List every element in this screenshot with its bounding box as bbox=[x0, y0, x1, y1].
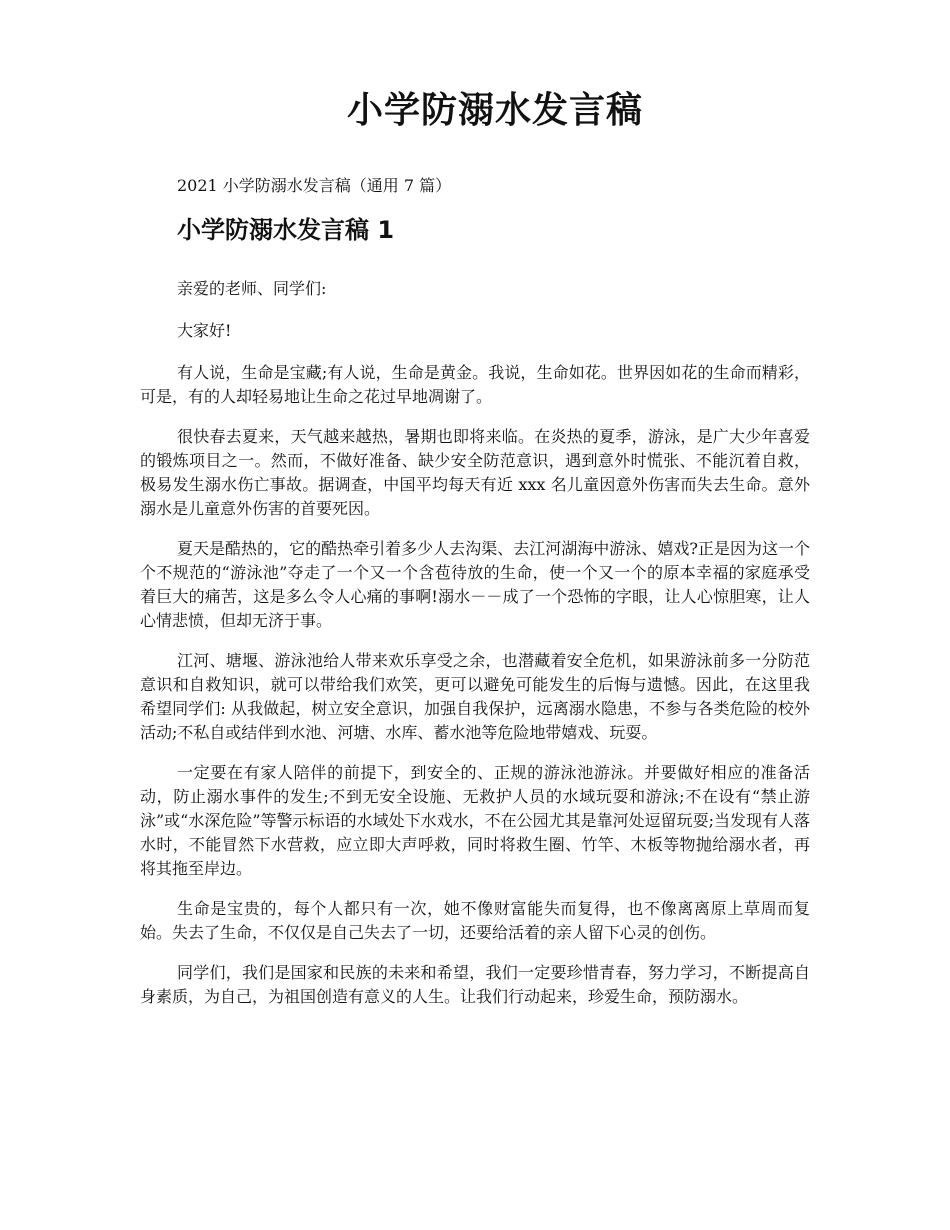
document-title: 小学防溺水发言稿 bbox=[346, 90, 643, 131]
paragraph: 有人说，生命是宝藏;有人说，生命是黄金。我说，生命如花。世界因如花的生命而精彩，可是，有的人却轻易地让生命之花过早地凋谢了。 bbox=[140, 363, 810, 406]
paragraph: 夏天是酷热的，它的酷热牵引着多少人去沟渠、去江河湖海中游泳、嬉戏?正是因为这一个个不规范的“游泳池”夺走了一个又一个含苞待放的生命，使一个又一个的原本幸福的家庭承受着巨大的痛苦，这是多么令人心痛的事啊!溺水－－成了一个恐怖的字眼，让人心惊胆寒，让人心情悲愤，但却无济于事。 bbox=[140, 539, 810, 630]
paragraph: 生命是宝贵的，每个人都只有一次，她不像财富能失而复得，也不像离离原上草周而复始。失去了生命，不仅仅是自己失去了一切，还要给活着的亲人留下心灵的创伤。 bbox=[140, 899, 810, 942]
paragraph: 很快春去夏来，天气越来越热，暑期也即将来临。在炎热的夏季，游泳，是广大少年喜爱的锻炼项目之一。然而，不做好准备、缺少安全防范意识，遇到意外时慌张、不能沉着自救，极易发生溺水伤亡事故。据调查，中国平均每天有近 xxx 名儿童因意外伤害而失去生命。意外溺水是儿童意外伤害的首要死因。 bbox=[140, 427, 810, 518]
document-subtitle: 2021 小学防溺水发言稿（通用 7 篇） bbox=[177, 176, 452, 195]
document-body bbox=[140, 277, 810, 1025]
paragraph: 一定要在有家人陪伴的前提下，到安全的、正规的游泳池游泳。并要做好相应的准备活动，防止溺水事件的发生;不到无安全设施、无救护人员的水域玩耍和游泳;不在设有“禁止游泳”或“水深危险”等警示标语的水域处下水戏水，不在公园尤其是靠河处逗留玩耍;当发现有人落水时，不能冒然下水营救，应立即大声呼救，同时将救生圈、竹竿、木板等物抛给溺水者，再将其拖至岸边。 bbox=[140, 763, 810, 878]
paragraph: 江河、塘堰、游泳池给人带来欢乐享受之余，也潜藏着安全危机，如果游泳前多一分防范意识和自救知识，就可以带给我们欢笑，更可以避免可能发生的后悔与遗憾。因此，在这里我希望同学们: 从我做起，树立安全意识，加强自我保护，远离溺水隐患，不参与各类危险的校外活动;不私自或结伴到水池、河塘、水库、蓄水池等危险地带嬉戏、玩耍。 bbox=[140, 651, 810, 742]
paragraph-greeting-audience: 亲爱的老师、同学们: bbox=[177, 279, 327, 298]
paragraph-greeting: 大家好! bbox=[177, 321, 232, 340]
paragraph: 同学们，我们是国家和民族的未来和希望，我们一定要珍惜青春，努力学习，不断提高自身素质，为自己，为祖国创造有意义的人生。让我们行动起来，珍爱生命，预防溺水。 bbox=[140, 963, 810, 1006]
section-heading: 小学防溺水发言稿 1 bbox=[177, 216, 395, 244]
